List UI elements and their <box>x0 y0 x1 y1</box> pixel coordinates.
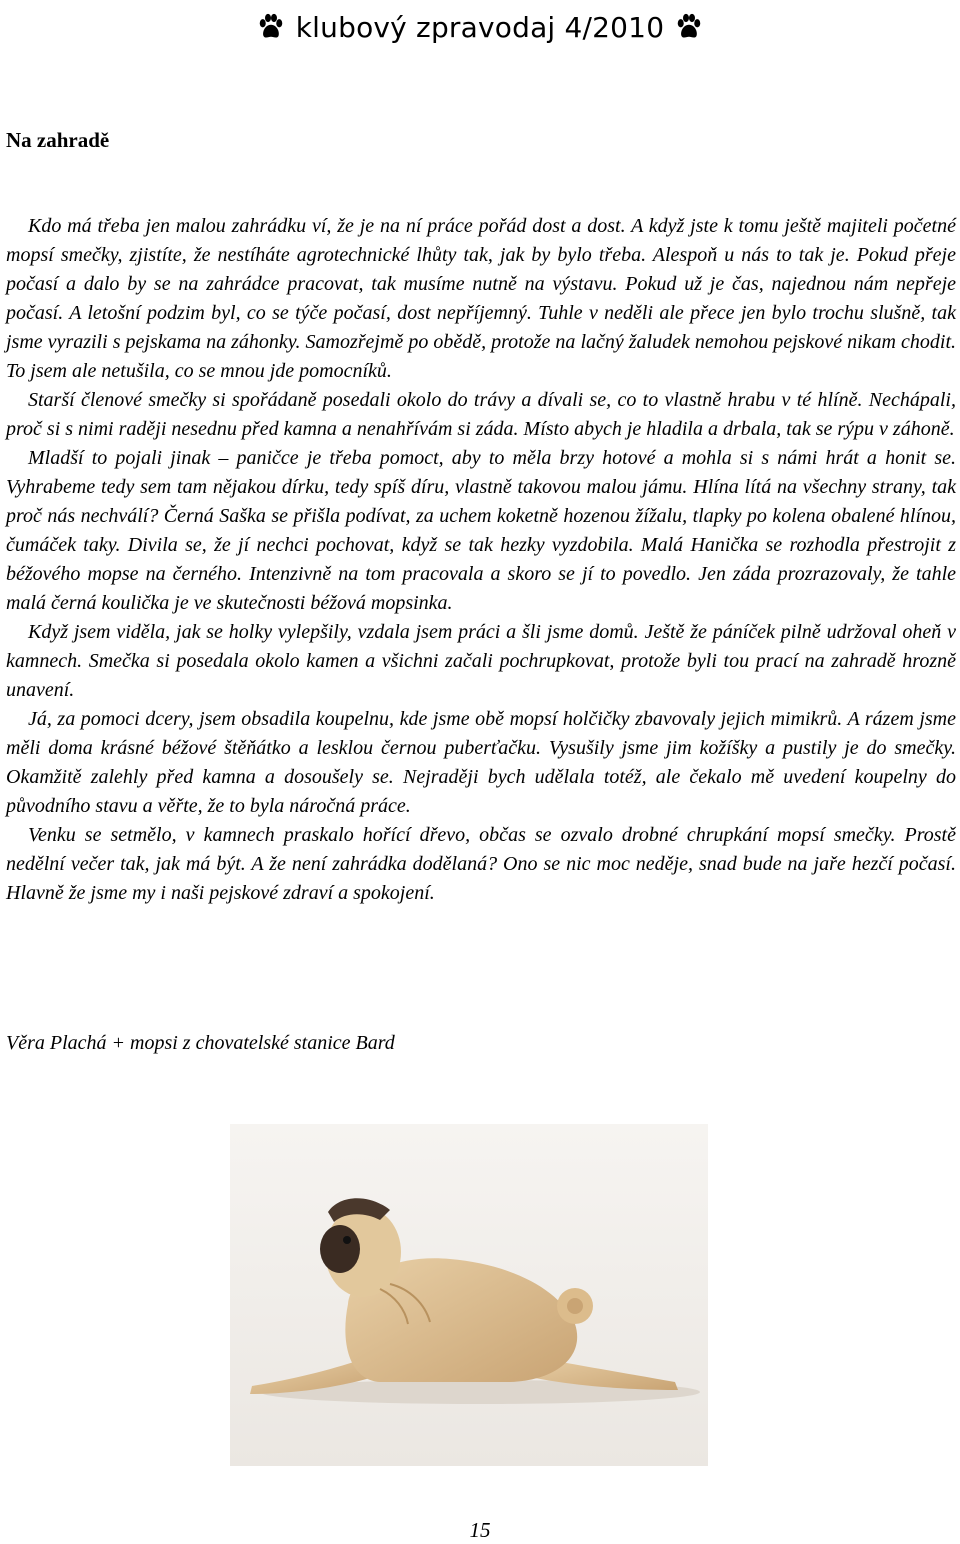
article-title: Na zahradě <box>6 128 110 152</box>
article-paragraph: Venku se setmělo, v kamnech praskalo hořící dřevo, občas se ozvalo drobné chrupkání mopsí smečky. Prostě nedělní večer tak, jak má být. A že není zahrádka dodělaná? Ono se nic moc neděje, snad bude na jaře hezčí počasí. Hlavně že jsme my i naši pejskové zdraví a spokojení. <box>6 824 956 904</box>
article-paragraph: Mladší to pojali jinak – paničce je třeba pomoct, aby to měla brzy hotové a mohla si s námi hrát a honit se. Vyhrabeme tedy sem tam nějakou dírku, tedy spíš díru, vlastně takovou malou jámu. Hlína lítá na všechny strany, tak proč nás nechválí? Černá Saška se přišla podívat, za uchem koketně hozenou žížalu, tlapky po kolena obalené hlínou, čumáček taky. Divila se, že jí nechci pochovat, když se tak hezky vyzdobila. Malá Hanička se rozhodla přestrojit z béžového mopse na černého. Intenzivně na tom pracovala a skoro se jí to povedlo. Jen záda prozrazovaly, že tahle malá černá koulička je ve skutečnosti béžová mopsinka. <box>6 447 956 614</box>
newsletter-header <box>0 4 960 50</box>
pug-photo <box>230 1124 708 1466</box>
newsletter-title: klubový zpravodaj 4/2010 <box>295 10 665 44</box>
page-number: 15 <box>469 1518 491 1542</box>
article-paragraph: Když jsem viděla, jak se holky vylepšily, vzdala jsem práci a šli jsme domů. Ještě že páníček pilně udržoval oheň v kamnech. Smečka si posedala okolo kamen a všichni začali pochrupkovat, protože byli tou prací na zahradě hrozně unavení. <box>6 621 956 701</box>
article-paragraph: Kdo má třeba jen malou zahrádku ví, že je na ní práce pořád dost a dost. A když jste k tomu ještě majiteli početné mopsí smečky, zjistíte, že nestíháte agrotechnické lhůty tak, jak by bylo třeba. Alespoň u nás to tak je. Pokud přeje počasí a dalo by se na zahrádce pracovat, tak musíme nutně na výstavu. Pokud už je čas, najednou nám nepřeje počasí. A letošní podzim byl, co se týče počasí, dost nepříjemný. Tuhle v neděli ale přece jen bylo trochu slušně, tak jsme vyrazili s pejskama na záhonky. Samozřejmě po obědě, protože na lačný žaludek nemohou pejskové nikam chodit. To jsem ale netušila, co se mnou jde pomocníků. <box>6 215 956 382</box>
article-author: Věra Plachá + mopsi z chovatelské stanice Bard <box>6 1032 395 1054</box>
article-body <box>6 212 956 908</box>
paw-icon <box>674 12 704 42</box>
article-paragraph: Já, za pomoci dcery, jsem obsadila koupelnu, kde jsme obě mopsí holčičky zbavovaly jejich mimikrů. A rázem jsme měli doma krásné béžové štěňátko a lesklou černou puberťačku. Vysušily jsme jim kožíšky a pustily je do smečky. Okamžitě zalehly před kamna a dosoušely se. Nejraději bych udělala totéž, ale čekalo mě uvedení koupelny do původního stavu a věřte, že to byla náročná práce. <box>6 708 956 817</box>
paw-icon <box>256 12 286 42</box>
article-paragraph: Starší členové smečky si spořádaně posedali okolo do trávy a dívali se, co to vlastně hrabu v té hlíně. Nechápali, proč si s nimi raději nesednu před kamna a nenahřívám si záda. Místo abych je hladila a drbala, tak se rýpu v záhoně. <box>6 389 956 440</box>
